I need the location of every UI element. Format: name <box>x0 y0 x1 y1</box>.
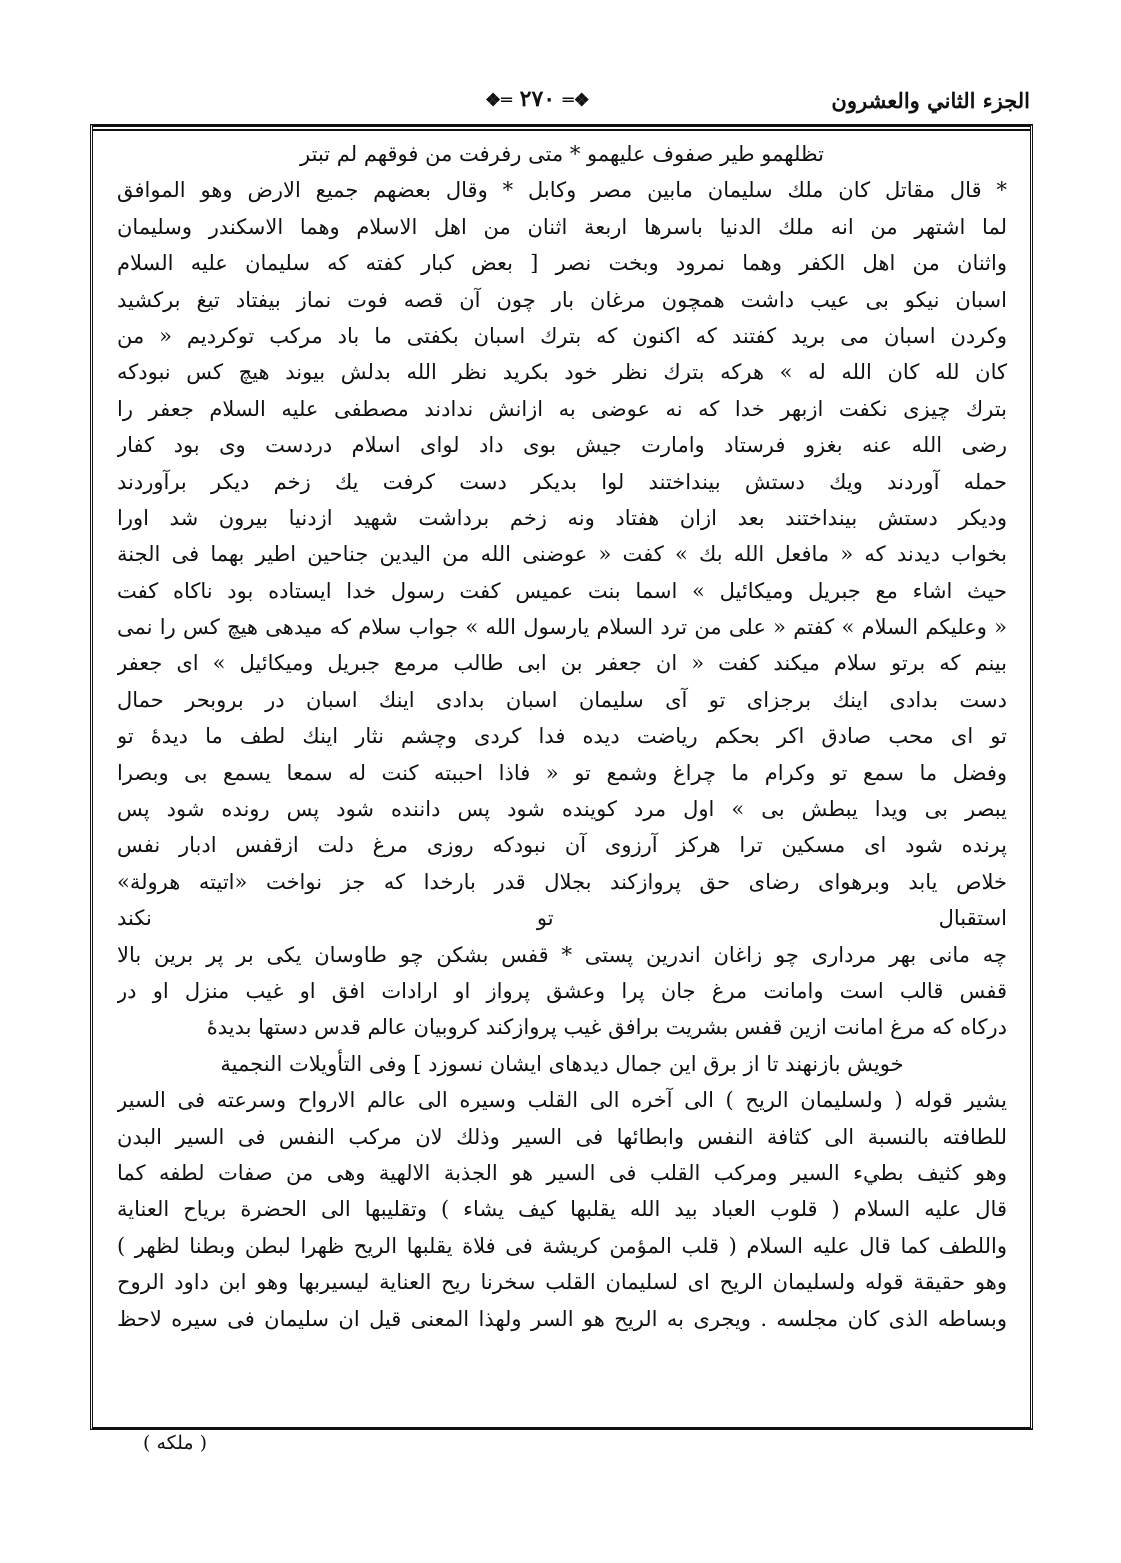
text-line: وهو حقيقة قوله ولسليمان الريح اى لسليمان القلب سخرنا ريح العناية ليسيربها وهو ابن داود الروح <box>117 1270 1007 1295</box>
text-line: پرنده شود اى مسكين ترا هركز آرزوى آن نبودكه روزى مرغ دلت ازقفس ادبار نفس <box>117 833 1007 858</box>
catchword: ( ملكه ) <box>143 1432 208 1454</box>
right-ornament-icon: ═❖ <box>485 90 512 111</box>
text-line: رضى الله عنه بغزو فرستاد وامارت جيش بوى داد لواى اسلام دردست وى بود كفار <box>117 433 1007 458</box>
text-line: * قال مقاتل كان ملك سليمان مابين مصر وكابل * وقال بعضهم جميع الارض وهو الموافق <box>117 178 1007 203</box>
body-text <box>117 136 1007 1416</box>
text-line: يشير قوله ( ولسليمان الريح ) الى آخره الى القلب وسيره الى عالم الارواح وسرعته فى السير <box>117 1088 1007 1113</box>
text-line: بينم كه برتو سلام ميكند كفت « ان جعفر بن ابى طالب مرمع جبريل وميكائيل » اى جعفر <box>117 651 1007 676</box>
text-line: وكردن اسبان مى بريد كفتند كه اكنون كه بترك اسبان بكفتى ما باد مركب توكرديم « من <box>117 323 1007 348</box>
text-line: للطافته بالنسبة الى كثافة النفس وابطائها فى السير وذلك لان مركب النفس فى السير البدن <box>117 1124 1007 1149</box>
left-ornament-icon: ❖═ <box>562 90 590 111</box>
text-line: خويش بازنهند تا از برق اين جمال ديدهاى ايشان نسوزد ] وفى التأويلات النجمية <box>220 1051 904 1076</box>
text-line: حمله آوردند ويك دستش بينداختند لوا بديكر دست كرفت يك زخم ديكر برآوردند <box>117 469 1007 494</box>
text-line: تظلهمو طير صفوف عليهمو * متى رفرفت من فوقهم لم تبتر <box>300 142 824 166</box>
running-title: الجزء الثاني والعشرون <box>831 88 1030 113</box>
text-line: وفضل ما سمع تو وكرام ما چراغ وشمع تو « فاذا احببته كنت له سمعا يسمع بى وبصرا <box>117 760 1007 785</box>
text-line: يبصر بى ويدا يبطش بى » اول مرد كوينده شود پس داننده شود پس رونده شود پس <box>117 797 1007 822</box>
text-line: دست بدادى اينك برجزاى تو آى سليمان اسبان بدادى اينك اسبان در بروبحر حمال <box>117 687 1007 712</box>
text-line: كان لله كان الله له » هركه بترك نظر خود بكريد نظر الله بدلش بيوند هيچ كس نبودكه <box>117 360 1007 385</box>
text-line: وديكر دستش بينداختند بعد ازان هفتاد ونه زخم برداشت شهيد ازدنيا بيرون شد اورا <box>117 505 1007 530</box>
text-line: خلاص يابد وبرهواى رضاى حق پروازكند بجلال قدر بارخدا كه جز نواخت «اتيته هرولة» <box>117 869 1007 894</box>
text-line: تو اى محب صادق اكر بحكم رياضت ديده فدا كردى وچشم نثار اينك لطف ما ديدهٔ تو <box>117 724 1007 749</box>
text-line: وبساطه الذى كان مجلسه . ويجرى به الريح هو السر ولهذا المعنى قيل ان سليمان فى سيره لاحظ <box>117 1306 1007 1331</box>
text-line: دركاه كه مرغ امانت ازين قفس بشريت برافق غيب پروازكند كروبيان عالم قدس دستها بديدهٔ <box>206 1015 1007 1040</box>
text-line: لما اشتهر من انه ملك الدنيا باسرها اربعة اثنان من اهل الاسلام وهما الاسكندر وسليمان <box>117 214 1007 239</box>
text-line: قال عليه السلام ( قلوب العباد بيد الله يقلبها كيف يشاء ) وتقليبها الى الحضرة برياح العناية <box>117 1197 1007 1222</box>
text-line: اسبان نيكو بى عيب داشت همچون مرغان بار چون آن قصه فوت نماز بيفتاد تيغ بركشيد <box>117 287 1007 312</box>
text-line: بترك چيزى نكفت ازبهر خدا كه نه عوضى به ازانش ندادند مصطفى عليه السلام جعفر را <box>117 396 1007 421</box>
page-header <box>90 86 1030 120</box>
text-line: حيث اشاء مع جبريل وميكائيل » اسما بنت عميس كفت رسول خدا ايستاده بود ناكاه كفت <box>117 578 1007 603</box>
text-line: چه مانى بهر مردارى چو زاغان اندرين پستى * قفس بشكن چو طاوسان يكى بر پر برين بالا <box>117 942 1007 967</box>
text-line: قفس قالب است وامانت مرغ جان پرا وعشق پرواز او ارادات افق او غيب منزل او در <box>117 978 1007 1003</box>
text-line: « وعليكم السلام » كفتم « على من ترد السلام يارسول الله » جواب سلام كه ميدهى هيچ كس را نمى <box>117 615 1007 640</box>
page-number: ❖═ ٢٧٠ ═❖ <box>485 86 590 112</box>
text-line: بخواب ديدند كه « مافعل الله بك » كفت « عوضنى الله من اليدين جناحين اطير بهما فى الجنة <box>117 542 1007 567</box>
text-line: واللطف كما قال عليه السلام ( قلب المؤمن كريشة فى فلاة يقلبها الريح ظهرا لبطن وبطنا لظهر ) <box>117 1233 1007 1258</box>
text-line: واثنان من اهل الكفر وهما نمرود وبخت نصر [ بعض كبار كفته كه سليمان عليه السلام <box>117 251 1007 276</box>
text-line: استقبال تو نكند <box>117 906 1007 931</box>
text-line: وهو كثيف بطيء السير ومركب القلب فى السير هو الجذبة الالهية وهى من صفات لطفه كما <box>117 1160 1007 1185</box>
